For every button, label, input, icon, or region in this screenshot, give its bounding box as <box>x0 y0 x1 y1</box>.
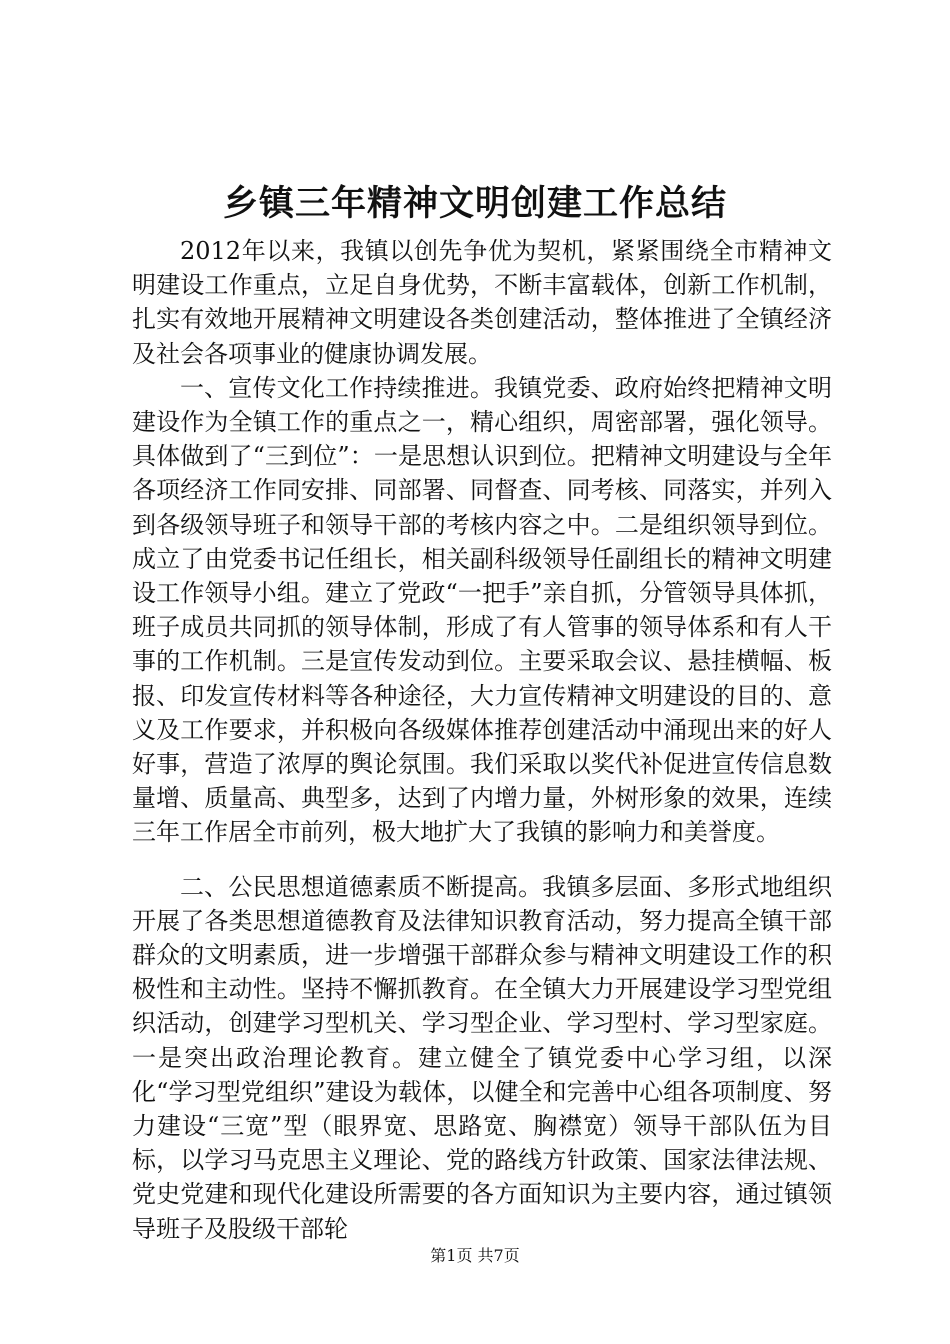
paragraph-section-2: 二、公民思想道德素质不断提高。我镇多层面、多形式地组织开展了各类思想道德教育及法律知识教育活动，努力提高全镇干部群众的文明素质，进一步增强干部群众参与精神文明建设工作的积极性和主动性。坚持不懈抓教育。在全镇大力开展建设学习型党组织活动，创建学习型机关、学习型企业、学习型村、学习型家庭。一是突出政治理论教育。建立健全了镇党委中心学习组，以深化“学习型党组织”建设为载体，以健全和完善中心组各项制度、努力建设“三宽”型（眼界宽、思路宽、胸襟宽）领导干部队伍为目标，以学习马克思主义理论、党的路线方针政策、国家法律法规、党史党建和现代化建设所需要的各方面知识为主要内容，通过镇领导班子及股级干部轮 <box>132 872 832 1243</box>
document-title: 乡镇三年精神文明创建工作总结 <box>222 183 727 224</box>
paragraph-section-1: 一、宣传文化工作持续推进。我镇党委、政府始终把精神文明建设作为全镇工作的重点之一，精心组织，周密部署，强化领导。具体做到了“三到位”：一是思想认识到位。把精神文明建设与全年各项经济工作同安排、同部署、同督查、同考核、同落实，并列入到各级领导班子和领导干部的考核内容之中。二是组织领导到位。成立了由党委书记任组长，相关副科级领导任副组长的精神文明建设工作领导小组。建立了党政“一把手”亲自抓，分管领导具体抓，班子成员共同抓的领导体制，形成了有人管事的领导体系和有人干事的工作机制。三是宣传发动到位。主要采取会议、悬挂横幅、板报、印发宣传材料等各种途径，大力宣传精神文明建设的目的、意义及工作要求，并积极向各级媒体推荐创建活动中涌现出来的好人好事，营造了浓厚的舆论氛围。我们采取以奖代补促进宣传信息数量增、质量高、典型多，达到了内增力量，外树形象的效果，连续三年工作居全市前列，极大地扩大了我镇的影响力和美誉度。 <box>132 373 832 847</box>
page-number: 第1页 共7页 <box>430 1246 520 1265</box>
document-body <box>132 234 832 1246</box>
paragraph-intro: 2012年以来，我镇以创先争优为契机，紧紧围绕全市精神文明建设工作重点，立足自身优势，不断丰富载体，创新工作机制，扎实有效地开展精神文明建设各类创建活动，整体推进了全镇经济及社会各项事业的健康协调发展。 <box>132 237 832 368</box>
